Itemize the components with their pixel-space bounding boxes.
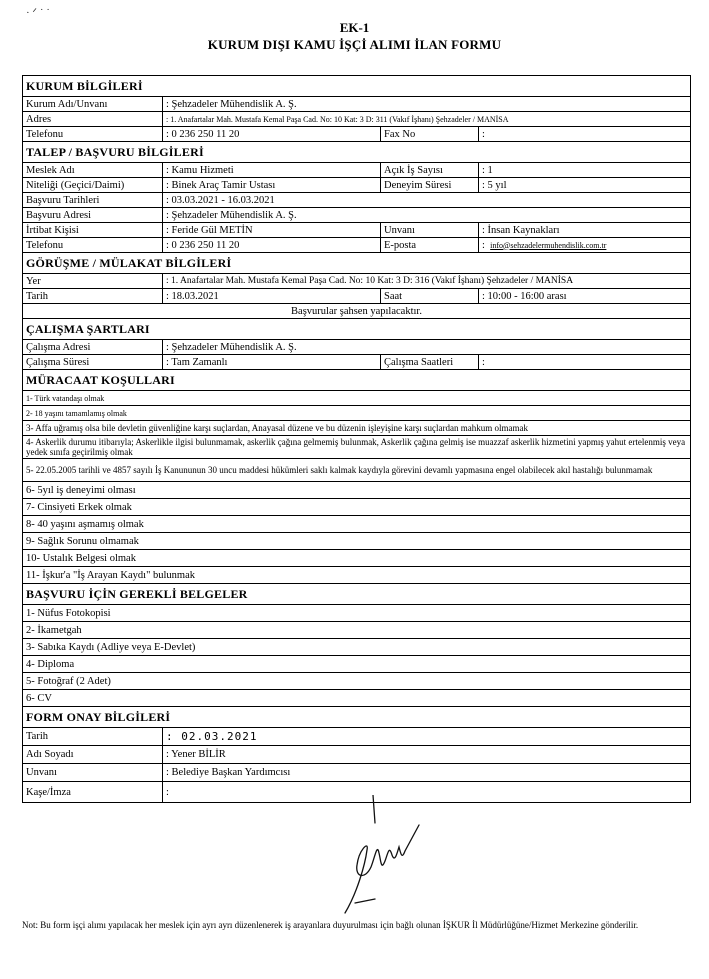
list-item: 4- Diploma [23,656,691,673]
row-nitelik [23,178,691,193]
list-item: 3- Sabıka Kaydı (Adliye veya E-Devlet) [23,639,691,656]
value: : 02.03.2021 [163,728,691,746]
row-onay-ad [23,746,691,764]
list-item: 10- Ustalık Belgesi olmak [23,550,691,567]
value: : 1. Anafartalar Mah. Mustafa Kemal Paşa Cad. No: 10 Kat: 3 D: 316 (Vakıf İşhanı) Şehzadeler / MANİSA [163,274,691,289]
value: : Şehzadeler Mühendislik A. Ş. [163,97,691,112]
row-yer [23,274,691,289]
label: Açık İş Sayısı [381,163,479,178]
value: : Belediye Başkan Yardımcısı [163,764,691,782]
scan-marks: · ᐟ ˙ ˙ [26,7,50,19]
list-item: 5- Fotoğraf (2 Adet) [23,673,691,690]
section-onay: FORM ONAY BİLGİLERİ [23,707,691,728]
value: : 5 yıl [479,178,691,193]
label: Telefonu [23,127,163,142]
row-gorusme-tarih [23,289,691,304]
value: : 10:00 - 16:00 arası [479,289,691,304]
value: : Feride Gül METİN [163,223,381,238]
label: Unvanı [381,223,479,238]
label: İrtibat Kişisi [23,223,163,238]
row-talep-tel [23,238,691,253]
value: : Kamu Hizmeti [163,163,381,178]
list-item: 3- Affa uğramış olsa bile devletin güvenliğine karşı suçlardan, Anayasal düzene ve bu düzenin işleyişine karşı suçlardan mahkum olmamak [23,421,691,436]
value: : 1 [479,163,691,178]
row-kurum-ad [23,97,691,112]
row-calisma-adres [23,340,691,355]
row-meslek [23,163,691,178]
value: : Yener BİLİR [163,746,691,764]
value: : Tam Zamanlı [163,355,381,370]
form-ek-label: EK-1 [339,20,370,35]
list-item: 2- 18 yaşını tamamlamış olmak [23,406,691,421]
row-calisma-sure [23,355,691,370]
value: : 1. Anafartalar Mah. Mustafa Kemal Paşa Cad. No: 10 Kat: 3 D: 311 (Vakıf İşhanı) Şehzadeler / MANİSA [163,112,691,127]
section-muracaat: MÜRACAAT KOŞULLARI [23,370,691,391]
list-item: 6- CV [23,690,691,707]
label: Çalışma Süresi [23,355,163,370]
list-item: 11- İşkur'a "İş Arayan Kaydı" bulunmak [23,567,691,584]
label: Adres [23,112,163,127]
section-belgeler: BAŞVURU İÇİN GEREKLİ BELGELER [23,584,691,605]
row-kurum-adres [23,112,691,127]
form-table [22,75,691,803]
label: Çalışma Saatleri [381,355,479,370]
label: Yer [23,274,163,289]
value: : 18.03.2021 [163,289,381,304]
value: : [479,355,691,370]
label: Adı Soyadı [23,746,163,764]
row-kurum-tel [23,127,691,142]
value: : Binek Araç Tamir Ustası [163,178,381,193]
value: : Şehzadeler Mühendislik A. Ş. [163,208,691,223]
row-onay-tarih [23,728,691,746]
label: Çalışma Adresi [23,340,163,355]
email-prefix: : [482,239,485,251]
label: Fax No [381,127,479,142]
form-title: KURUM DIŞI KAMU İŞÇİ ALIMI İLAN FORMU [207,37,502,52]
list-item: 5- 22.05.2005 tarihli ve 4857 sayılı İş Kanununun 30 uncu maddesi hükümleri saklı kalmak kaydıyla görevini devamlı yapmasına engel olabilecek akıl hastalığı bulunmamak [23,459,691,482]
label: Kurum Adı/Unvanı [23,97,163,112]
label: E-posta [381,238,479,253]
value [479,238,691,253]
email-link[interactable]: info@sehzadelermuhendislik.com.tr [490,240,607,250]
value: : [163,782,691,803]
footer-note: Not: Bu form işçi alımı yapılacak her meslek için ayrı ayrı düzenlenerek iş arayanlara duyurulması için bağlı olunan İŞKUR İl Müdürlüğüne/Hizmet Merkezine gönderilir. [22,920,639,930]
section-kurum: KURUM BİLGİLERİ [23,76,691,97]
label: Niteliği (Geçici/Daimi) [23,178,163,193]
label: Başvuru Tarihleri [23,193,163,208]
signature-icon [335,795,425,920]
label: Tarih [23,728,163,746]
list-item: 4- Askerlik durumu itibarıyla; Askerlikle ilgisi bulunmamak, askerlik çağına gelmemiş bulunmak, Askerlik çağına gelmiş ise muazzaf askerlik hizmetini yapmış yahut ertelenmiş veya yedek sınıfa geçirilmiş olmak [23,436,691,459]
list-item: 8- 40 yaşını aşmamış olmak [23,516,691,533]
row-gorusme-note [23,304,691,319]
label: Başvuru Adresi [23,208,163,223]
label: Telefonu [23,238,163,253]
value: : 0 236 250 11 20 [163,238,381,253]
value: : [479,127,691,142]
value: : 03.03.2021 - 16.03.2021 [163,193,691,208]
label: Tarih [23,289,163,304]
section-gorusme: GÖRÜŞME / MÜLAKAT BİLGİLERİ [23,253,691,274]
label: Unvanı [23,764,163,782]
list-item: 1- Türk vatandaşı olmak [23,391,691,406]
value: : İnsan Kaynakları [479,223,691,238]
label: Meslek Adı [23,163,163,178]
section-calisma: ÇALIŞMA ŞARTLARI [23,319,691,340]
label: Saat [381,289,479,304]
label: Kaşe/İmza [23,782,163,803]
list-item: 1- Nüfus Fotokopisi [23,605,691,622]
list-item: 7- Cinsiyeti Erkek olmak [23,499,691,516]
row-basvuru-adres [23,208,691,223]
value: : 0 236 250 11 20 [163,127,381,142]
value: : Şehzadeler Mühendislik A. Ş. [163,340,691,355]
label: Deneyim Süresi [381,178,479,193]
list-item: 9- Sağlık Sorunu olmamak [23,533,691,550]
section-talep: TALEP / BAŞVURU BİLGİLERİ [23,142,691,163]
row-onay-unvan [23,764,691,782]
row-basvuru-tarih [23,193,691,208]
list-item: 2- İkametgah [23,622,691,639]
list-item: 6- 5yıl iş deneyimi olması [23,482,691,499]
note: Başvurular şahsen yapılacaktır. [23,304,691,319]
row-irtibat [23,223,691,238]
